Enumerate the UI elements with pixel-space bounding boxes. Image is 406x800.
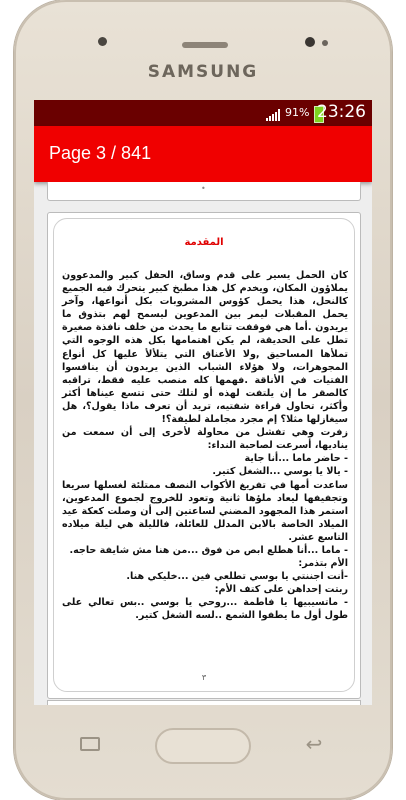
paragraph: -أنت اجننتي يا بوسي تطلعي فين ...خليكي هنا. <box>126 571 348 583</box>
paragraph: الأم بتذمر: <box>298 558 348 570</box>
page-frame <box>53 218 355 692</box>
page-viewer[interactable] <box>34 182 372 705</box>
brand-logo: SAMSUNG <box>147 62 259 82</box>
status-bar <box>34 100 372 126</box>
previous-page-marker: • <box>201 184 206 193</box>
paragraph: كان الحمل يسير على قدم وساق، الحفل كبير والمدعوون يملاؤون المكان، ويخدم كل هذا مطبخ كبير يتحرك فيه الجميع كالنحل، هذا يحمل كؤوس المشروبات بكل أنواعها، وآخر يحمل المقبلات ليمر بين المدعوين ليسمح لهم بتذوق ما يريدون .أما هي فوقفت تتابع ما يحدث من خلف نافذة صغيرة تطل على الحديقة، لم يكن اهتمامها بكل هذه الوجوه التي تملأها المساحيق ,ولا الأعناق التي يتلألأ عليها كل أنواع المجوهرات، ولا هؤلاء الشباب الذين يريدون أن ينافسوا الفتيات في الأناقة .فهمها كله منصب عليه فقط، تراقبه كالصقر ما إن يلتفت لهذه أو لتلك حتى تتسع عيناها أكثر وأكثر، تحاول قراءة شفتيه، تريد أن تعرف ماذا يقول؟، هل سيغازلها مثلا؟ إم مجرد مجاملة لطيفة؟! <box>62 270 348 426</box>
paragraph: - ماتسيبيها يا فاطمة ...روحي يا بوسي ..بس تعالي على طول أول ما يطفوا الشمع ..لسه الشغل كتير. <box>62 597 348 622</box>
book-page[interactable] <box>47 212 361 699</box>
next-page-edge <box>47 700 361 705</box>
paragraph: ربتت إحداهن على كتف الأم: <box>214 584 348 596</box>
page-body <box>62 269 348 623</box>
chapter-heading: المقدمة <box>184 237 224 248</box>
proximity-sensor <box>322 40 328 46</box>
screen <box>34 100 372 705</box>
app-bar <box>34 126 372 182</box>
previous-page-edge <box>47 182 361 201</box>
back-icon[interactable]: ↩ <box>305 732 323 756</box>
signal-icon <box>266 109 282 121</box>
home-button[interactable] <box>155 728 251 764</box>
paragraph: زفرت وهي تفشل من محاولة لأخرى إلى أن سمعت من يناديها، أسرعت لصاحبة النداء: <box>62 427 348 452</box>
page-indicator: Page 3 / 841 <box>49 143 152 163</box>
front-sensor <box>98 37 107 46</box>
paragraph: ساعدت أمها في تفريغ الأكواب النصف ممتلئة لغسلها سريعا وتجفيفها ليعاد ملؤها ثانية وتعود للخروج لجموع المدعوين، استمر هذا المجهود المضني لساعتين إلى أن وصلت كعكة عيد الميلاد الخاصة بالابن المدلل للعائلة، فالليلة هي ليلة ميلاده التاسع عشر. <box>62 479 348 543</box>
battery-percent: 91% <box>285 106 310 119</box>
page-number: ٣ <box>201 673 207 682</box>
paragraph: - حاضر ماما ...أنا جاية <box>244 453 348 465</box>
clock: 23:26 <box>317 102 366 122</box>
recent-apps-button[interactable] <box>80 737 100 751</box>
paragraph: - ماما ...أنا هطلع ابص من فوق ...من هنا مش شايفة حاجه. <box>69 544 348 556</box>
front-camera <box>305 37 315 47</box>
earpiece-speaker <box>182 42 228 48</box>
paragraph: - يالا يا بوسي ...الشغل كتير. <box>212 466 348 478</box>
